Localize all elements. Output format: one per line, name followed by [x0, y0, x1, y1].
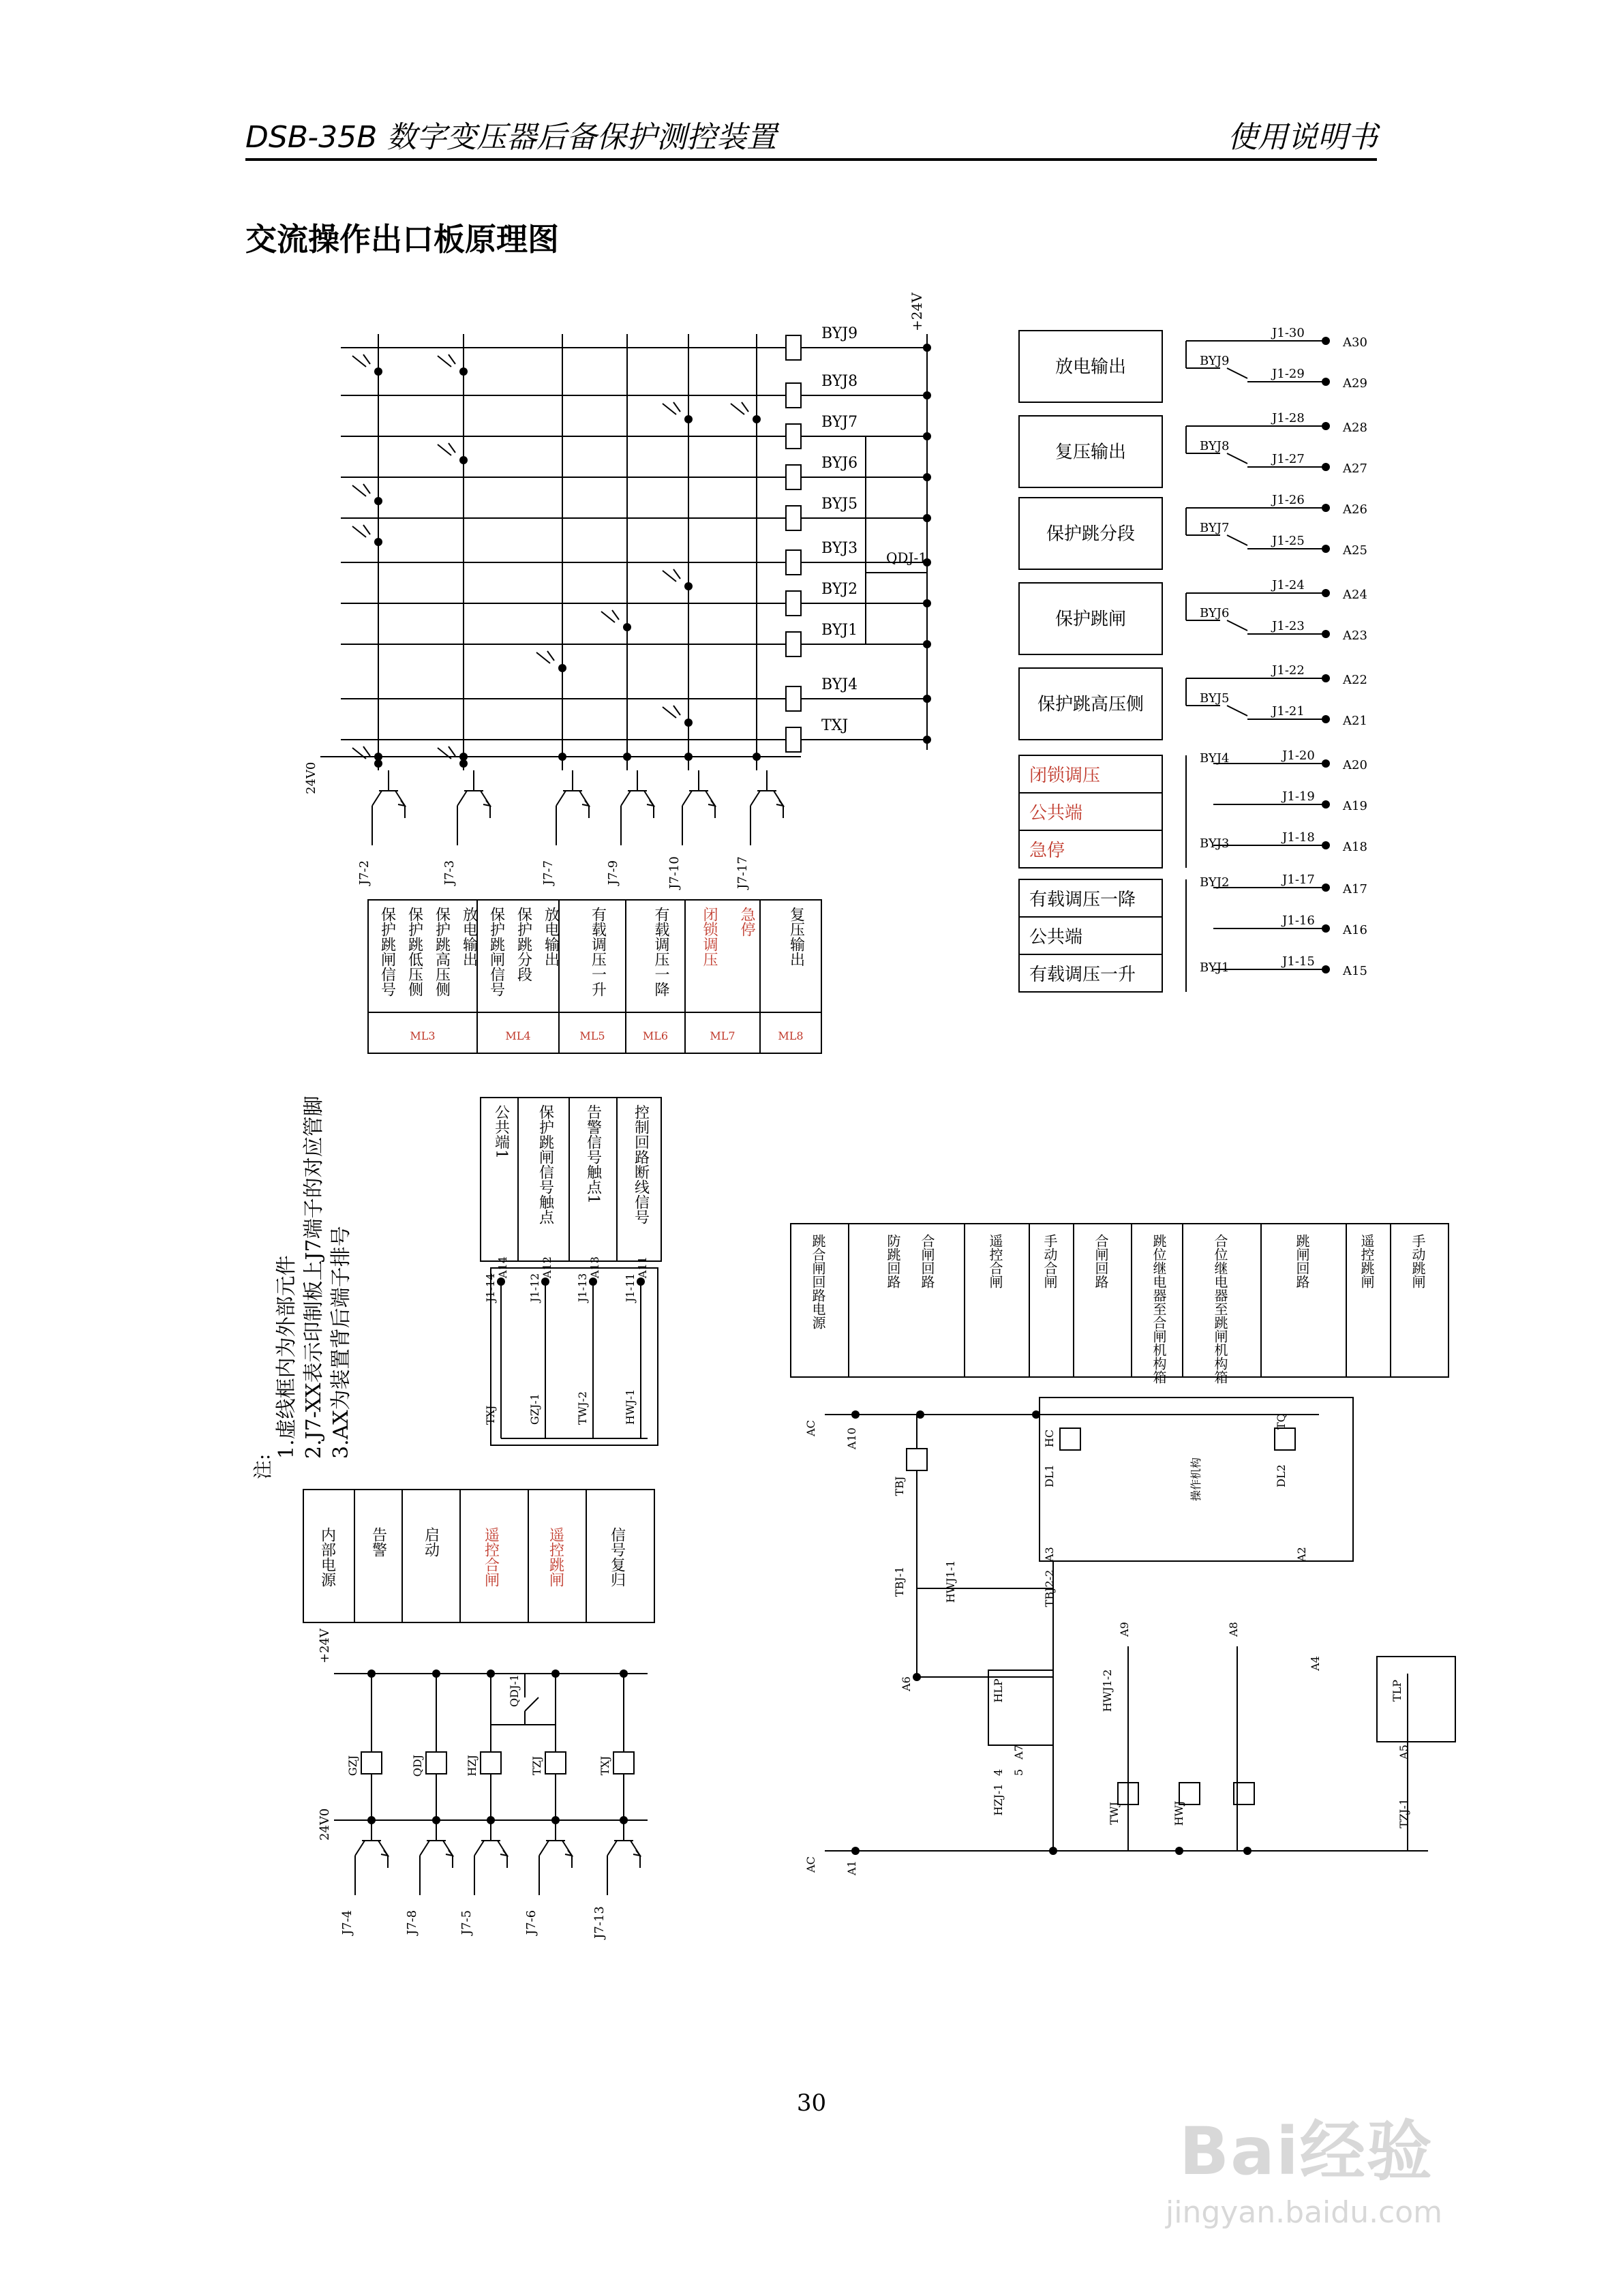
circuit-column: 跳合闸回路电源 — [810, 1234, 826, 1329]
junction-dot — [1322, 674, 1330, 682]
relay-label: BYJ1 — [821, 622, 858, 639]
terminal-j1: J1-13 — [576, 1273, 589, 1302]
signal-row: 公共端1 — [492, 1104, 510, 1159]
relay-coil — [613, 1752, 634, 1774]
circuit-label: HLP — [992, 1678, 1005, 1703]
control-row: 公共端 — [1029, 803, 1083, 824]
signal-row: 保护跳闸信号触点 — [536, 1104, 554, 1224]
transistor-label: J7-3 — [442, 860, 457, 886]
contact-relay: BYJ7 — [1200, 521, 1230, 535]
function-item: 复压输出 — [787, 907, 805, 967]
terminal-a: A27 — [1343, 462, 1367, 476]
control-row: 公共端 — [1029, 927, 1083, 948]
junction-dot — [684, 719, 693, 727]
junction-dot — [459, 367, 468, 376]
relay-coil — [786, 424, 801, 449]
supply-label: +24V — [318, 1629, 332, 1663]
command-item: 启动 — [422, 1527, 440, 1557]
terminal-j1: J1-30 — [1272, 326, 1305, 340]
transistor-label: J7-13 — [592, 1906, 607, 1939]
watermark-logo-text: Bai经验 — [1179, 2113, 1434, 2190]
function-code: ML7 — [710, 1029, 735, 1042]
page-number: 30 — [796, 2089, 827, 2117]
diode-symbol — [601, 610, 619, 622]
function-item: 保护跳闸信号 — [378, 907, 396, 997]
contact-relay: BYJ2 — [1200, 875, 1230, 890]
terminal-a: A25 — [1343, 543, 1367, 558]
relay-label: BYJ2 — [821, 581, 858, 598]
command-item: 告警 — [369, 1527, 387, 1557]
circuit-column: 跳位继电器至合闸机构箱 — [1151, 1234, 1167, 1384]
diode-symbol — [731, 402, 748, 414]
ground-label: 24V0 — [304, 761, 318, 794]
control-row: 闭锁调压 — [1029, 766, 1101, 786]
terminal-a: A19 — [1343, 799, 1367, 813]
transistor-body — [621, 791, 654, 806]
circuit-label: TBJ-1 — [893, 1566, 906, 1597]
terminal-a: A22 — [1343, 673, 1367, 687]
junction-dot — [1322, 759, 1330, 768]
circuit-label: HZJ-1 — [992, 1783, 1005, 1816]
transistor-body — [474, 1841, 507, 1856]
transistor-label: J7-9 — [606, 860, 620, 886]
junction-dot — [1322, 422, 1330, 430]
diode-symbol — [352, 525, 370, 537]
circuit-label: 5 — [1012, 1768, 1025, 1777]
terminal-a: A14 — [496, 1256, 509, 1278]
circuit-label: AC — [804, 1856, 817, 1873]
contact-label: HWJ-1 — [624, 1389, 637, 1425]
circuit-column: 遥控合闸 — [987, 1234, 1003, 1288]
diode-symbol — [536, 651, 554, 663]
circuit-label: A4 — [1309, 1656, 1322, 1671]
contact-label: TXJ — [484, 1405, 497, 1425]
output-label: 复压输出 — [1055, 442, 1127, 463]
function-item: 保护跳闸信号 — [487, 907, 505, 997]
relay-coil — [786, 335, 801, 360]
transistor-body — [750, 791, 783, 806]
relay-label: GZJ — [346, 1755, 359, 1777]
junction-dot — [459, 753, 468, 761]
coil-tq — [1275, 1428, 1295, 1450]
diode-symbol — [438, 354, 455, 367]
terminal-j1: J1-17 — [1282, 873, 1315, 887]
relay-coil — [481, 1752, 501, 1774]
terminal-j1: J1-21 — [1272, 704, 1305, 719]
coil-tbj — [907, 1449, 927, 1470]
terminal-a: A13 — [588, 1256, 601, 1278]
circuit-label: TZJ-1 — [1397, 1798, 1410, 1828]
circuit-label: A8 — [1227, 1622, 1240, 1637]
terminal-j1: J1-25 — [1272, 534, 1305, 548]
terminal-j1: J1-28 — [1272, 411, 1305, 425]
function-item: 保护跳分段 — [515, 907, 532, 982]
terminal-a: A26 — [1343, 502, 1367, 517]
circuit-label: TWJ — [1108, 1802, 1121, 1825]
transistor-label: J7-7 — [541, 860, 556, 886]
junction-dot — [374, 538, 382, 546]
command-item: 遥控跳闸 — [547, 1527, 564, 1587]
contact-label: GZJ-1 — [528, 1393, 541, 1425]
junction-dot — [1322, 965, 1330, 973]
terminal-j1: J1-27 — [1272, 452, 1305, 466]
junction-dot — [1322, 924, 1330, 933]
command-item: 内部电源 — [318, 1527, 336, 1587]
note-line: 3.AX为装置背后端子排号 — [329, 1226, 353, 1459]
circuit-column: 手动合闸 — [1042, 1234, 1058, 1288]
transistor-body — [682, 791, 715, 806]
command-item: 遥控合闸 — [482, 1527, 500, 1587]
junction-dot — [1322, 337, 1330, 345]
circuit-label: A2 — [1295, 1547, 1308, 1562]
junction-dot — [1322, 463, 1330, 471]
contact-relay: BYJ6 — [1200, 606, 1230, 620]
control-row: 急停 — [1029, 841, 1065, 861]
circuit-label: DL1 — [1043, 1464, 1056, 1487]
terminal-j1: J1-11 — [624, 1273, 637, 1302]
circuit-label: A6 — [900, 1676, 913, 1691]
output-label: 保护跳分段 — [1046, 524, 1136, 545]
terminal-j1: J1-26 — [1272, 493, 1305, 507]
relay-label: TZJ — [530, 1755, 543, 1776]
junction-dot — [1322, 883, 1330, 892]
relay-label: TXJ — [598, 1755, 611, 1776]
control-row: 有载调压一降 — [1029, 890, 1136, 910]
junction-dot — [1322, 800, 1330, 809]
junction-dot — [851, 1847, 860, 1855]
transistor-body — [420, 1841, 453, 1856]
output-label: 放电输出 — [1055, 357, 1127, 378]
function-code: ML6 — [642, 1029, 669, 1042]
terminal-a: A12 — [541, 1256, 553, 1278]
relay-label: TXJ — [821, 717, 849, 734]
junction-dot — [851, 1410, 860, 1419]
qdj-label: QDJ-1 — [886, 549, 927, 566]
circuit-label: A3 — [1043, 1547, 1056, 1562]
junction-dot — [684, 582, 693, 590]
junction-dot — [1322, 841, 1330, 849]
ground-label: 24V0 — [318, 1808, 332, 1841]
function-item: 保护跳低压侧 — [406, 907, 423, 997]
junction-dot — [374, 497, 382, 505]
function-item: 急停 — [738, 907, 755, 937]
terminal-j1: J1-14 — [484, 1273, 497, 1302]
relay-label: BYJ9 — [821, 325, 858, 342]
relay-coil — [786, 686, 801, 711]
terminal-a: A24 — [1343, 588, 1367, 602]
circuit-column: 合闸回路 — [1093, 1234, 1109, 1288]
junction-dot — [558, 753, 566, 761]
terminal-a: A15 — [1343, 964, 1367, 978]
function-code: ML8 — [778, 1029, 804, 1042]
terminal-a: A16 — [1343, 923, 1367, 937]
relay-coil — [426, 1752, 446, 1774]
circuit-label: HWJ — [1172, 1800, 1185, 1826]
relay-coil — [786, 632, 801, 656]
signal-row: 控制回路断线信号 — [632, 1104, 650, 1224]
relay-coil — [786, 727, 801, 752]
contact-relay: BYJ5 — [1200, 691, 1230, 706]
terminal-j1: J1-29 — [1272, 367, 1305, 381]
transistor-label: J7-8 — [405, 1909, 419, 1935]
document-title: DSB-35B 数字变压器后备保护测控装置 — [245, 120, 777, 155]
junction-dot — [684, 753, 693, 761]
watermark-url: jingyan.baidu.com — [1166, 2195, 1443, 2230]
terminal-j1: J1-19 — [1282, 789, 1315, 804]
junction-dot — [558, 664, 566, 672]
contact-switch — [1227, 453, 1247, 464]
contact-relay: BYJ3 — [1200, 836, 1230, 851]
circuit-label: HWJ1-2 — [1101, 1669, 1114, 1712]
transistor-body — [372, 791, 405, 806]
terminal-j1: J1-22 — [1272, 663, 1305, 678]
circuit-column: 防跳回路 — [885, 1234, 901, 1288]
transistor-label: J7-5 — [459, 1909, 474, 1935]
transistor-label: J7-4 — [340, 1909, 354, 1935]
contact-label: TWJ-2 — [576, 1391, 589, 1425]
relay-coil — [545, 1752, 566, 1774]
coil-hc — [1060, 1428, 1080, 1450]
terminal-j1: J1-23 — [1272, 619, 1305, 633]
circuit-column: 手动跳闸 — [1410, 1234, 1426, 1288]
relay-coil — [361, 1752, 382, 1774]
circuit-label: HWJ1-1 — [944, 1560, 957, 1603]
function-item: 闭锁调压 — [701, 907, 718, 967]
terminal-j1: J1-18 — [1282, 830, 1315, 845]
transistor-label: J7-10 — [667, 856, 682, 889]
function-item: 放电输出 — [460, 907, 478, 967]
diode-symbol — [352, 354, 370, 367]
contact-switch — [1227, 620, 1247, 631]
terminal-a: A11 — [636, 1256, 649, 1278]
terminal-j1: J1-15 — [1282, 954, 1315, 969]
diode-symbol — [663, 402, 680, 414]
circuit-label: A10 — [845, 1428, 858, 1449]
contact-relay: BYJ4 — [1200, 751, 1230, 766]
terminal-a: A28 — [1343, 421, 1367, 435]
circuit-label: AC — [804, 1420, 817, 1436]
output-label: 保护跳闸 — [1055, 609, 1127, 630]
contact-relay: BYJ8 — [1200, 439, 1230, 453]
diode-symbol — [352, 484, 370, 496]
signal-row: 告警信号触点1 — [584, 1104, 602, 1204]
relay-label: BYJ7 — [821, 414, 858, 431]
contact-switch — [1227, 368, 1247, 378]
control-row: 有载调压一升 — [1029, 965, 1136, 985]
junction-dot — [374, 753, 382, 761]
terminal-j1: J1-16 — [1282, 913, 1315, 928]
circuit-label: 4 — [992, 1768, 1005, 1777]
transistor-label: J7-2 — [357, 860, 371, 886]
transistor-body — [607, 1841, 640, 1856]
circuit-label: TLP — [1391, 1679, 1404, 1702]
note-line: 2.J7-XX表示印制板上J7端子的对应管脚 — [302, 1096, 326, 1459]
circuit-label: A1 — [845, 1860, 858, 1875]
section-title: 交流操作出口板原理图 — [245, 221, 559, 258]
terminal-a: A17 — [1343, 882, 1367, 896]
terminal-a: A21 — [1343, 714, 1367, 728]
terminal-a: A18 — [1343, 840, 1367, 854]
diode-symbol — [663, 569, 680, 581]
transistor-label: J7-17 — [735, 856, 750, 889]
transistor-body — [355, 1841, 388, 1856]
function-item: 保护跳高压侧 — [433, 907, 451, 997]
relay-label: BYJ5 — [821, 496, 858, 513]
relay-label: HZJ — [466, 1755, 479, 1777]
baidu-watermark — [1152, 2079, 1534, 2250]
qdj-label: QDJ-1 — [508, 1674, 521, 1707]
transistor-body — [457, 791, 490, 806]
tlp-box — [1377, 1657, 1455, 1742]
relay-coil — [786, 383, 801, 408]
command-item: 信号复归 — [608, 1527, 626, 1587]
contact-switch — [1227, 706, 1247, 716]
function-item: 有载调压一降 — [652, 907, 669, 997]
diode-symbol — [438, 443, 455, 455]
junction-dot — [1322, 589, 1330, 597]
junction-dot — [684, 415, 693, 423]
transistor-body — [556, 791, 589, 806]
relay-coil — [786, 465, 801, 489]
junction-dot — [459, 456, 468, 464]
circuit-label: 操作机构 — [1189, 1457, 1202, 1502]
relay-label: QDJ — [411, 1754, 424, 1777]
circuit-column: 合闸回路 — [919, 1234, 935, 1288]
terminal-a: A29 — [1343, 376, 1367, 391]
terminal-j1: J1-24 — [1272, 578, 1305, 592]
relay-coil — [786, 591, 801, 616]
qdj-contact — [491, 1674, 556, 1752]
circuit-label: DL2 — [1275, 1464, 1288, 1487]
junction-dot — [1243, 1847, 1252, 1855]
junction-dot — [1322, 715, 1330, 723]
relay-label: BYJ4 — [821, 676, 858, 693]
junction-dot — [1175, 1847, 1183, 1855]
terminal-a: A23 — [1343, 629, 1367, 643]
circuit-label: A5 — [1397, 1744, 1410, 1759]
terminal-j1: J1-12 — [528, 1273, 541, 1302]
function-code: ML5 — [579, 1029, 605, 1042]
circuit-column: 跳闸回路 — [1294, 1234, 1310, 1288]
function-code: ML3 — [410, 1029, 436, 1042]
junction-dot — [1322, 545, 1330, 553]
terminal-a: A30 — [1343, 335, 1367, 350]
junction-dot — [623, 753, 631, 761]
command-table — [303, 1490, 654, 1622]
transistor-body — [539, 1841, 572, 1856]
note-line: 1.虚线框内为外部元件 — [275, 1255, 299, 1459]
circuit-column: 合位继电器至跳闸机构箱 — [1212, 1234, 1228, 1384]
contact-switch — [1227, 535, 1247, 545]
circuit-label: TQ — [1275, 1413, 1288, 1430]
circuit-label: A9 — [1118, 1622, 1131, 1637]
relay-label: BYJ8 — [821, 373, 858, 390]
terminal-j1: J1-20 — [1282, 749, 1315, 763]
junction-dot — [1322, 378, 1330, 386]
document-type: 使用说明书 — [1228, 120, 1378, 155]
junction-dot — [1322, 630, 1330, 638]
function-item: 有载调压一升 — [589, 907, 607, 997]
junction-dot — [623, 623, 631, 631]
terminal-a: A20 — [1343, 758, 1367, 772]
junction-dot — [753, 753, 761, 761]
circuit-label: A7 — [1012, 1744, 1025, 1759]
relay-coil — [786, 550, 801, 575]
diode-symbol — [663, 706, 680, 718]
function-item: 放电输出 — [542, 907, 560, 967]
contact-relay: BYJ1 — [1200, 961, 1230, 975]
junction-dot — [1322, 504, 1330, 512]
junction-dot — [753, 415, 761, 423]
relay-label: BYJ3 — [821, 540, 858, 557]
output-label: 保护跳高压侧 — [1037, 694, 1144, 715]
junction-dot — [374, 367, 382, 376]
circuit-label: TBJ2-2 — [1043, 1569, 1056, 1607]
transistor-label: J7-6 — [524, 1909, 539, 1935]
supply-label: +24V — [909, 292, 925, 331]
contact-relay: BYJ9 — [1200, 354, 1230, 368]
relay-label: BYJ6 — [821, 455, 858, 472]
relay-coil — [786, 506, 801, 530]
function-code: ML4 — [505, 1029, 531, 1042]
circuit-label: HC — [1043, 1429, 1056, 1448]
circuit-column: 遥控跳闸 — [1359, 1234, 1375, 1288]
circuit-label: TBJ — [893, 1476, 906, 1496]
notes-prefix: 注: — [252, 1453, 274, 1479]
